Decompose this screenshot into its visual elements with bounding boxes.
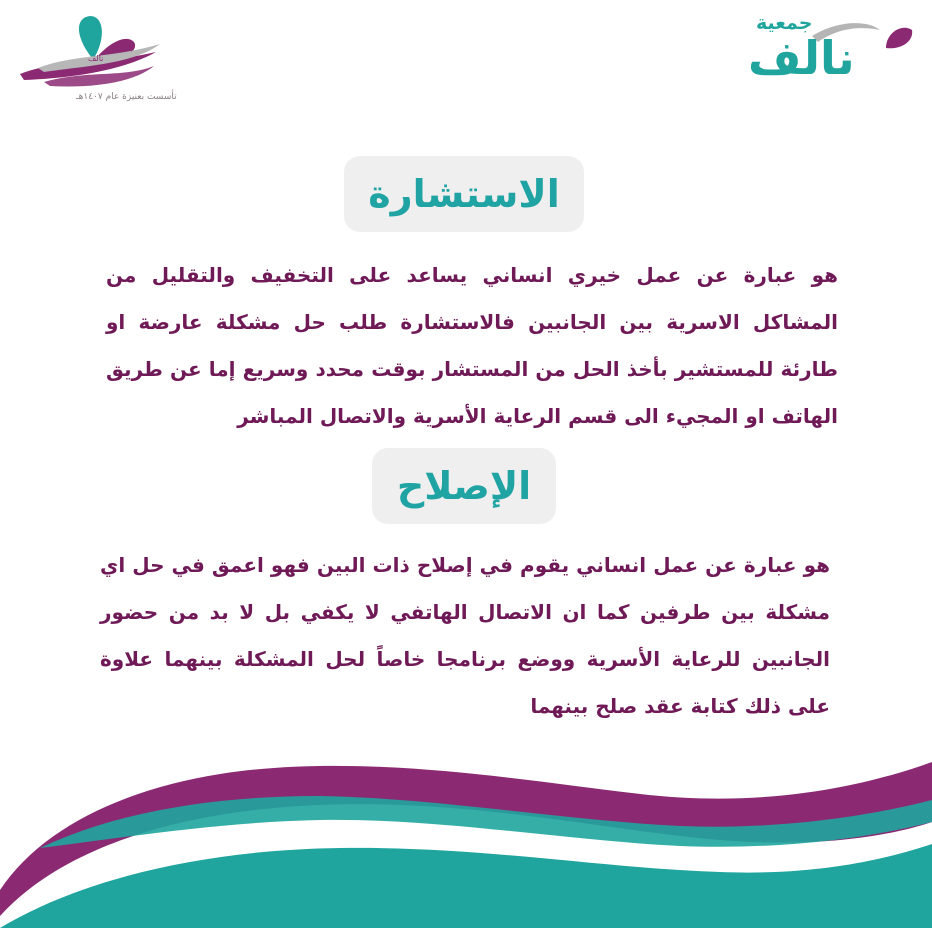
section-body-consultation: هو عبارة عن عمل خيري انساني يساعد على التخفيف والتقليل من المشاكل الاسرية بين الجانبين فالاستشارة طلب حل مشكلة عارضة او طارئة للمستشير بأخذ الحل من المستشار بوقت محدد وسريع إما عن طريق الهاتف او المجيء الى قسم الرعاية الأسرية والاتصال المباشر (106, 263, 838, 428)
right-logo-name: نالف (748, 31, 855, 85)
left-logo-tagline: تأسست بعنيزة عام ١٤٠٧هـ (76, 92, 177, 102)
butterfly-logo-icon (14, 8, 164, 92)
section-body-reconciliation: هو عبارة عن عمل انساني يقوم في إصلاح ذات البين فهو اعمق في حل اي مشكلة بين طرفين كما ان الاتصال الهاتفي لا يكفي بل لا بد من حضور الجانبين للرعاية الأسرية ووضع برنامجا خاصاً لحل المشكلة بينهما علاوة على ذلك كتابة عقد صلح بينهما (100, 553, 830, 718)
right-logo (748, 6, 918, 90)
section-heading-consultation: الاستشارة (344, 156, 584, 232)
section-heading-reconciliation: الإصلاح (372, 448, 556, 524)
left-logo (14, 8, 177, 104)
right-logo-small-title: جمعية (756, 12, 813, 34)
left-logo-name: نالف (88, 54, 104, 63)
left-logo-small-title: جمعية (114, 44, 135, 53)
bottom-waves-decoration (0, 740, 932, 928)
